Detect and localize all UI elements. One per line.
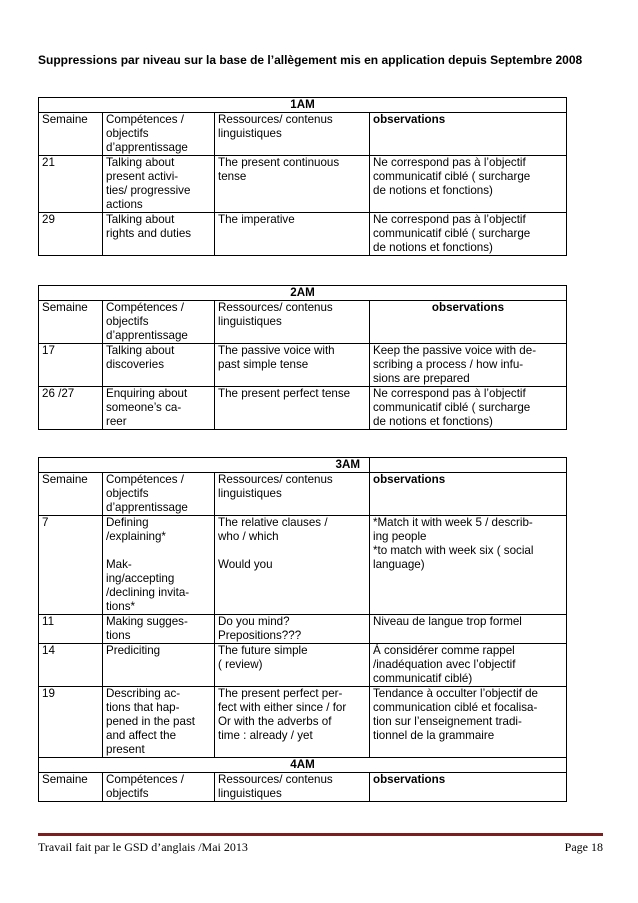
level-header-3am: 3AM <box>39 458 370 473</box>
table-row <box>39 516 567 615</box>
cell-competence: Enquiring about someone’s ca- reer <box>103 387 215 430</box>
header-competences: Compétences / objectifs d’apprentissage <box>103 301 215 344</box>
cell-resource: The present perfect tense <box>215 387 370 430</box>
cell-resource: The passive voice with past simple tense <box>215 344 370 387</box>
table-header-row <box>39 301 567 344</box>
header-resources: Ressources/ contenus linguistiques <box>215 113 370 156</box>
table-row <box>39 213 567 256</box>
footer-divider <box>38 833 603 836</box>
header-competences: Compétences / objectifs d’apprentissage <box>103 113 215 156</box>
table-1am <box>38 97 567 256</box>
cell-week: 17 <box>39 344 103 387</box>
cell-resource: The present continuous tense <box>215 156 370 213</box>
level-header-2am: 2AM <box>39 286 567 301</box>
cell-observation: *Match it with week 5 / describ- ing people *to match with week six ( social language) <box>370 516 567 615</box>
level-header-4am: 4AM <box>39 758 567 773</box>
footer-credit: Travail fait par le GSD d’anglais /Mai 2013 <box>38 840 248 854</box>
cell-competence: Defining /explaining* Mak- ing/accepting /declining invita- tions* <box>103 516 215 615</box>
cell-week: 19 <box>39 687 103 758</box>
cell-week: 11 <box>39 615 103 644</box>
cell-competence: Prediciting <box>103 644 215 687</box>
table-row <box>39 387 567 430</box>
cell-observation: Ne correspond pas à l’objectif communicatif ciblé ( surcharge de notions et fonctions) <box>370 156 567 213</box>
table-header-row <box>39 473 567 516</box>
cell-competence: Making sugges- tions <box>103 615 215 644</box>
cell-observation: Niveau de langue trop formel <box>370 615 567 644</box>
header-week: Semaine <box>39 473 103 516</box>
table-header-row <box>39 113 567 156</box>
cell-observation: Ne correspond pas à l’objectif communicatif ciblé ( surcharge de notions et fonctions) <box>370 213 567 256</box>
table-row <box>39 344 567 387</box>
header-week: Semaine <box>39 301 103 344</box>
cell-resource: Do you mind? Prepositions??? <box>215 615 370 644</box>
cell-observation: Ne correspond pas à l’objectif communicatif ciblé ( surcharge de notions et fonctions) <box>370 387 567 430</box>
cell-resource: The present perfect per- fect with either since / for Or with the adverbs of time : already / yet <box>215 687 370 758</box>
table-2am <box>38 285 567 430</box>
cell-resource: The imperative <box>215 213 370 256</box>
cell-resource: The future simple ( review) <box>215 644 370 687</box>
header-resources: Ressources/ contenus linguistiques <box>215 301 370 344</box>
page-number: Page 18 <box>564 840 603 854</box>
table-header-row <box>39 773 567 802</box>
header-resources: Ressources/ contenus linguistiques <box>215 473 370 516</box>
table-row <box>39 615 567 644</box>
header-observations: observations <box>370 113 567 156</box>
cell-observation: Tendance à occulter l’objectif de communication ciblé et focalisa- tion sur l’enseignement tradi- tionnel de la grammaire <box>370 687 567 758</box>
cell-week: 21 <box>39 156 103 213</box>
header-observations: observations <box>370 301 567 344</box>
table-row <box>39 644 567 687</box>
header-competences: Compétences / objectifs <box>103 773 215 802</box>
cell-resource: The relative clauses / who / which Would you <box>215 516 370 615</box>
table-row <box>39 687 567 758</box>
page-title: Suppressions par niveau sur la base de l’allègement mis en application depuis Septembre 2008 <box>38 53 583 67</box>
cell-week: 26 /27 <box>39 387 103 430</box>
cell-competence: Talking about discoveries <box>103 344 215 387</box>
cell-week: 14 <box>39 644 103 687</box>
cell-observation: Keep the passive voice with de- scribing a process / how infu- sions are prepared <box>370 344 567 387</box>
header-observations: observations <box>370 473 567 516</box>
cell-competence: Talking about rights and duties <box>103 213 215 256</box>
header-observations: observations <box>370 773 567 802</box>
table-3am <box>38 457 567 802</box>
cell-week: 29 <box>39 213 103 256</box>
level-header-1am: 1AM <box>39 98 567 113</box>
header-resources: Ressources/ contenus linguistiques <box>215 773 370 802</box>
cell-week: 7 <box>39 516 103 615</box>
cell-competence: Talking about present activi- ties/ progressive actions <box>103 156 215 213</box>
header-week: Semaine <box>39 113 103 156</box>
level-header-empty <box>370 458 567 473</box>
header-week: Semaine <box>39 773 103 802</box>
cell-observation: À considérer comme rappel /inadéquation avec l’objectif communicatif ciblé) <box>370 644 567 687</box>
header-competences: Compétences / objectifs d’apprentissage <box>103 473 215 516</box>
cell-competence: Describing ac- tions that hap- pened in the past and affect the present <box>103 687 215 758</box>
table-row <box>39 156 567 213</box>
